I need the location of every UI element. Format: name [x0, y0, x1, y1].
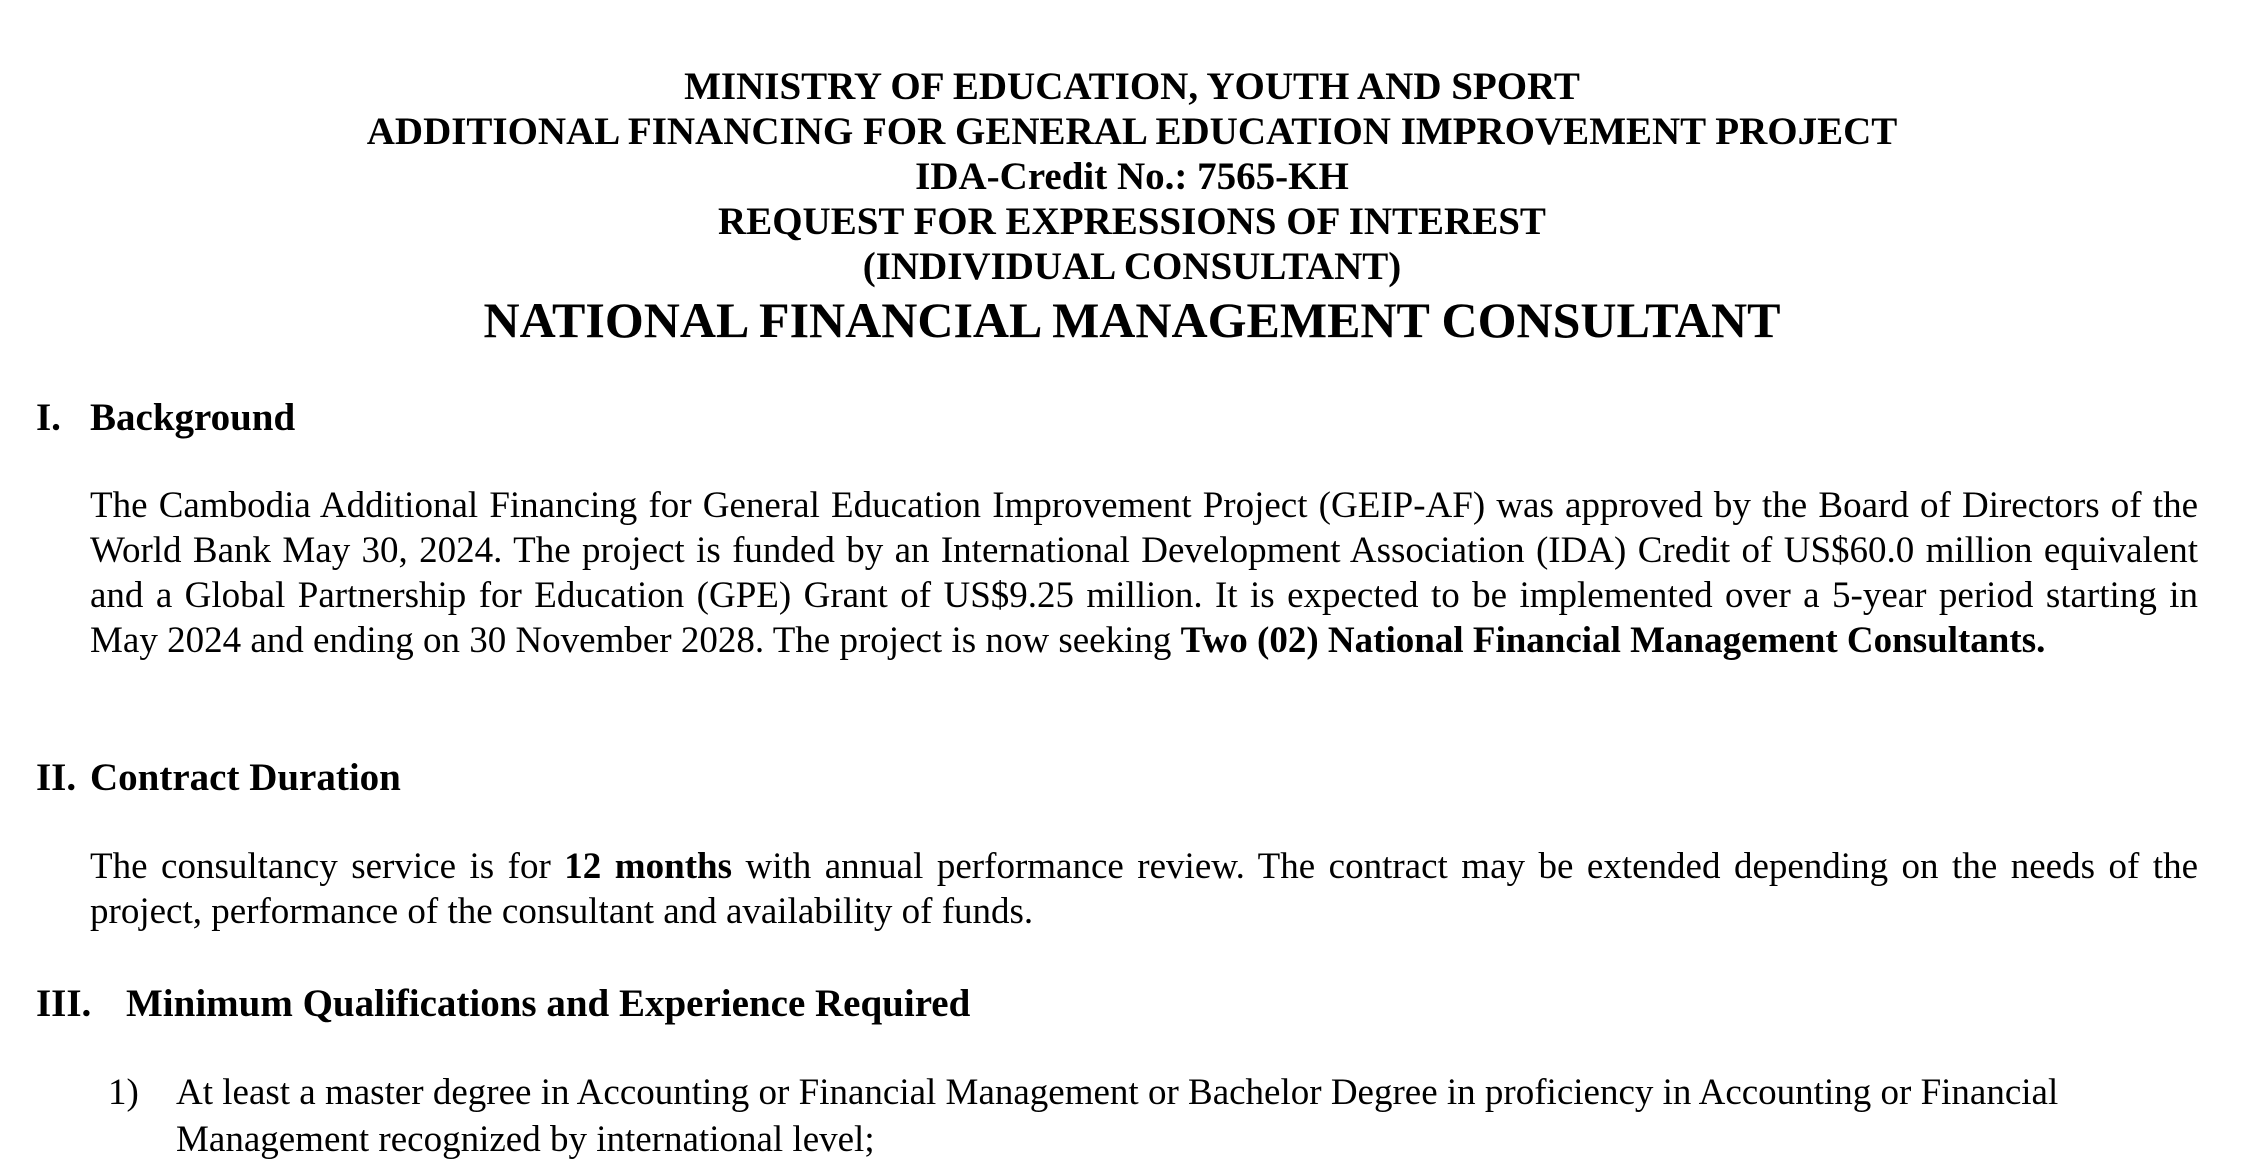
- background-text: The Cambodia Additional Financing for General Education Improvement Project (GEIP-AF) was approved by the Board of Directors of the World Bank May 30, 2024. The project is funded by an International Development Association (IDA) Credit of US$60.0 million equivalent and a Global Partnership for Education (GPE) Grant of US$9.25 million. It is expected to be implemented over a 5-year period starting in May 2024 and ending on 30 November 2028. The project is now seeking: [90, 485, 2198, 661]
- duration-paragraph: [90, 844, 2198, 934]
- list-item-text: At least a master degree in Accounting or Financial Management or Bachelor Degree in proficiency in Accounting or Financial Management recognized by international level;: [176, 1072, 2059, 1160]
- duration-text-bold: 12 months: [564, 846, 732, 887]
- section-title: Background: [90, 396, 296, 439]
- section-heading-background: [36, 395, 295, 440]
- document-title: NATIONAL FINANCIAL MANAGEMENT CONSULTANT: [483, 292, 1781, 348]
- header-request: REQUEST FOR EXPRESSIONS OF INTEREST: [718, 200, 1546, 243]
- section-title: Minimum Qualifications and Experience Required: [126, 982, 971, 1025]
- background-paragraph: [90, 483, 2198, 663]
- header-consultant-type: (INDIVIDUAL CONSULTANT): [862, 245, 1402, 288]
- duration-text-after: with annual performance review. The contract may be extended depending on the needs of the project, performance of the consultant and availability of funds.: [90, 846, 2198, 932]
- section-number: I.: [36, 396, 61, 439]
- section-title: Contract Duration: [90, 756, 401, 799]
- section-heading-duration: [36, 755, 401, 800]
- list-marker: 1): [108, 1072, 139, 1113]
- section-number: II.: [36, 756, 77, 799]
- background-text-bold: Two (02) National Financial Management Consultants.: [1180, 620, 2046, 661]
- section-number: III.: [36, 982, 92, 1025]
- header-credit: IDA-Credit No.: 7565-KH: [915, 155, 1349, 198]
- header-project: ADDITIONAL FINANCING FOR GENERAL EDUCATION IMPROVEMENT PROJECT: [366, 110, 1898, 153]
- header-ministry: MINISTRY OF EDUCATION, YOUTH AND SPORT: [684, 65, 1580, 108]
- section-heading-qualifications: [36, 981, 970, 1026]
- duration-text-before: The consultancy service is for: [90, 846, 565, 887]
